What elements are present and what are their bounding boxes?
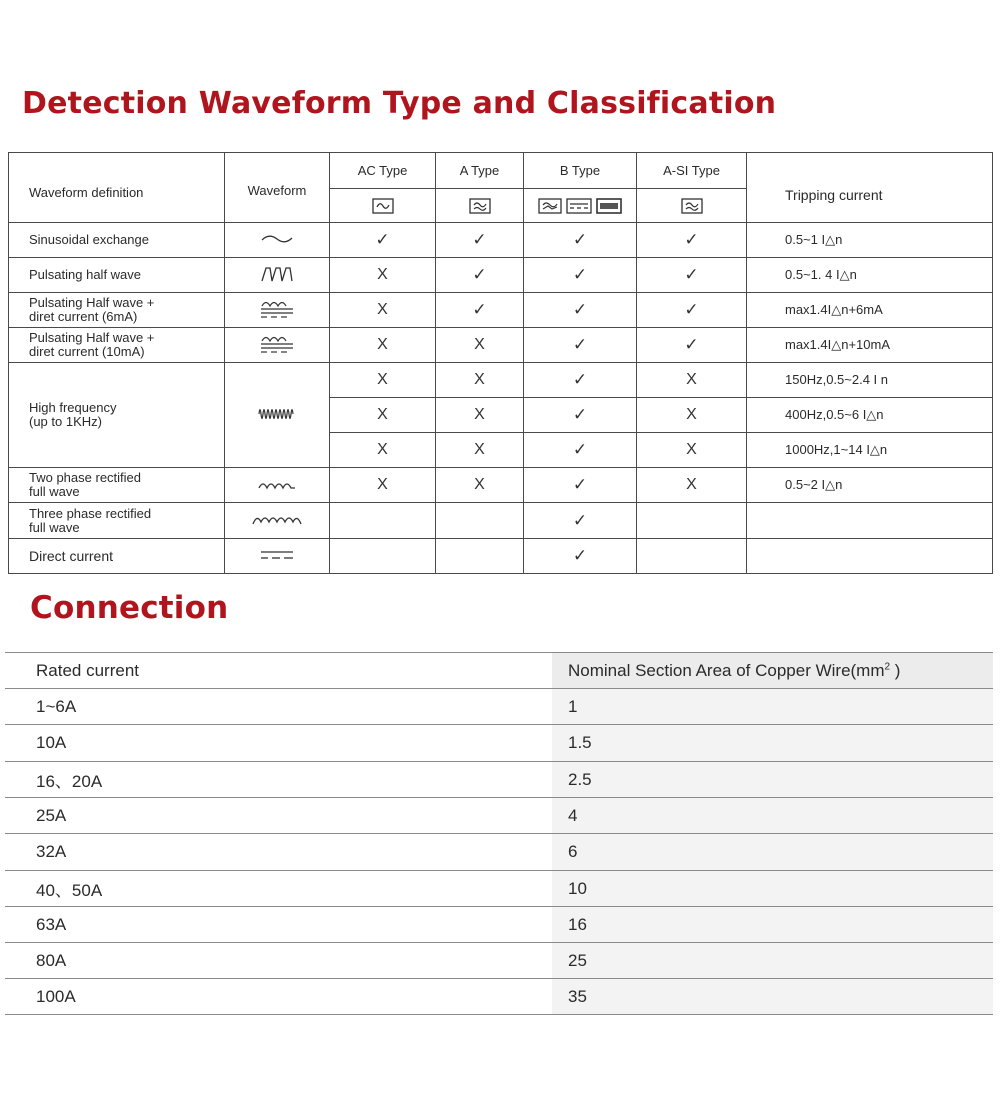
- row-waveform: [225, 328, 330, 363]
- tripping-cell: max1.4I△n+10mA: [747, 328, 993, 363]
- section-area-close: ): [890, 660, 901, 680]
- table-row: [5, 943, 993, 979]
- ac-cell: ✓: [330, 223, 436, 258]
- definition-line-2: full wave: [29, 484, 80, 499]
- definition-line-2: full wave: [29, 519, 80, 535]
- row-definition: [9, 503, 225, 539]
- col-header-asi-type: A-SI Type: [637, 153, 747, 189]
- ac-cell: X: [330, 433, 436, 468]
- asi-cell: ✓: [637, 223, 747, 258]
- area-cell: 35: [552, 979, 993, 1015]
- asi-cell: ✓: [637, 258, 747, 293]
- tripping-cell: [747, 539, 993, 574]
- a-type-icon: [469, 198, 491, 214]
- a-cell: X: [436, 468, 524, 503]
- table-row: [9, 539, 993, 574]
- ac-type-symbol: [330, 189, 436, 223]
- a-cell: [436, 539, 524, 574]
- area-cell: 25: [552, 943, 993, 979]
- col-header-rated-current: Rated current: [5, 653, 552, 689]
- definition-line-1: Pulsating Half wave +: [29, 295, 155, 310]
- a-cell: ✓: [436, 293, 524, 328]
- rated-cell: 40、50A: [5, 871, 552, 907]
- ac-cell: [330, 503, 436, 539]
- col-header-waveform: Waveform: [225, 153, 330, 223]
- rated-cell: 63A: [5, 907, 552, 943]
- high-frequency-icon: [257, 403, 297, 425]
- definition-line-1: Two phase rectified: [29, 470, 142, 485]
- ac-cell: [330, 539, 436, 574]
- b-cell: ✓: [524, 328, 637, 363]
- ac-cell: X: [330, 398, 436, 433]
- tripping-cell: [747, 503, 993, 539]
- definition-line-2: diret current (6mA): [29, 309, 138, 324]
- col-header-ac-type: AC Type: [330, 153, 436, 189]
- pulsating-half-wave-icon: [260, 265, 294, 283]
- a-cell: ✓: [436, 223, 524, 258]
- asi-type-icon: [681, 198, 703, 214]
- ac-cell: X: [330, 363, 436, 398]
- connection-table-container: [5, 652, 993, 1015]
- b-cell: ✓: [524, 433, 637, 468]
- area-cell: 6: [552, 834, 993, 871]
- asi-cell: ✓: [637, 328, 747, 363]
- row-definition: [9, 328, 225, 363]
- section-area-superscript: 2: [884, 660, 891, 672]
- table-row: [9, 363, 993, 398]
- tripping-cell: 0.5~1. 4 I△n: [747, 258, 993, 293]
- table-row: [9, 258, 993, 293]
- connection-section-title: Connection: [30, 590, 229, 626]
- row-definition: [9, 468, 225, 503]
- area-cell: 1.5: [552, 725, 993, 762]
- b-cell: ✓: [524, 363, 637, 398]
- tripping-cell: max1.4I△n+6mA: [747, 293, 993, 328]
- table-row: [9, 293, 993, 328]
- ac-cell: X: [330, 258, 436, 293]
- table-row: [5, 762, 993, 798]
- a-cell: X: [436, 363, 524, 398]
- waveform-section-title: Detection Waveform Type and Classification: [22, 86, 777, 121]
- area-cell: 4: [552, 798, 993, 834]
- table-row: [9, 328, 993, 363]
- asi-cell: X: [637, 433, 747, 468]
- definition-line-1: Three phase rectified: [29, 505, 152, 521]
- row-waveform: [225, 468, 330, 503]
- col-header-definition: Waveform definition: [9, 153, 225, 223]
- b-type-dc-icon: [566, 198, 592, 214]
- col-header-b-type: B Type: [524, 153, 637, 189]
- table-row: [5, 798, 993, 834]
- b-cell: ✓: [524, 293, 637, 328]
- tripping-cell: 1000Hz,1~14 I△n: [747, 433, 993, 468]
- table-row: [9, 223, 993, 258]
- b-cell: ✓: [524, 503, 637, 539]
- a-cell: X: [436, 328, 524, 363]
- rated-cell: 10A: [5, 725, 552, 762]
- col-header-a-type: A Type: [436, 153, 524, 189]
- rated-cell: 80A: [5, 943, 552, 979]
- area-cell: 16: [552, 907, 993, 943]
- asi-cell: ✓: [637, 293, 747, 328]
- ac-type-icon: [372, 198, 394, 214]
- sine-wave-icon: [260, 232, 294, 246]
- table-row: [5, 834, 993, 871]
- table-row: [5, 979, 993, 1015]
- a-type-symbol: [436, 189, 524, 223]
- row-definition: [9, 363, 225, 468]
- table-row: [9, 503, 993, 539]
- tripping-cell: 150Hz,0.5~2.4 I n: [747, 363, 993, 398]
- area-cell: 1: [552, 689, 993, 725]
- row-waveform: [225, 503, 330, 539]
- ac-cell: X: [330, 293, 436, 328]
- row-definition: Sinusoidal exchange: [9, 223, 225, 258]
- tripping-cell: 0.5~2 I△n: [747, 468, 993, 503]
- row-waveform: [225, 258, 330, 293]
- area-cell: 2.5: [552, 762, 993, 798]
- row-definition: [9, 293, 225, 328]
- b-type-ac-icon: [538, 198, 562, 214]
- rated-cell: 1~6A: [5, 689, 552, 725]
- b-cell: ✓: [524, 468, 637, 503]
- table-row: [5, 689, 993, 725]
- two-phase-wave-icon: [257, 477, 297, 491]
- asi-cell: X: [637, 468, 747, 503]
- definition-line-2: (up to 1KHz): [29, 414, 102, 429]
- rated-cell: 16、20A: [5, 762, 552, 798]
- b-cell: ✓: [524, 223, 637, 258]
- asi-cell: X: [637, 363, 747, 398]
- tripping-cell: 400Hz,0.5~6 I△n: [747, 398, 993, 433]
- waveform-table-container: [8, 152, 992, 574]
- table-row: [9, 468, 993, 503]
- b-type-hf-icon: [596, 198, 622, 214]
- definition-line-1: Pulsating Half wave +: [29, 330, 155, 345]
- asi-cell: X: [637, 398, 747, 433]
- b-cell: ✓: [524, 258, 637, 293]
- asi-cell: [637, 503, 747, 539]
- a-cell: [436, 503, 524, 539]
- definition-line-1: High frequency: [29, 400, 117, 415]
- half-wave-dc-icon: [259, 333, 295, 355]
- a-cell: X: [436, 433, 524, 468]
- row-waveform: [225, 223, 330, 258]
- b-type-symbol: [524, 189, 637, 223]
- asi-type-symbol: [637, 189, 747, 223]
- row-waveform: [225, 539, 330, 574]
- a-cell: ✓: [436, 258, 524, 293]
- half-wave-dc-icon: [259, 298, 295, 320]
- definition-line-2: diret current (10mA): [29, 344, 145, 359]
- table-row: [5, 725, 993, 762]
- rated-cell: 100A: [5, 979, 552, 1015]
- row-waveform: [225, 293, 330, 328]
- rated-cell: 25A: [5, 798, 552, 834]
- three-phase-wave-icon: [251, 512, 303, 526]
- b-cell: ✓: [524, 398, 637, 433]
- col-header-tripping: Tripping current: [747, 153, 993, 223]
- row-definition: Direct current: [9, 539, 225, 574]
- table-row: [5, 907, 993, 943]
- table-row: [5, 871, 993, 907]
- row-definition: Pulsating half wave: [9, 258, 225, 293]
- ac-cell: X: [330, 328, 436, 363]
- a-cell: X: [436, 398, 524, 433]
- asi-cell: [637, 539, 747, 574]
- area-cell: 10: [552, 871, 993, 907]
- b-cell: ✓: [524, 539, 637, 574]
- col-header-section-area: [552, 653, 993, 689]
- tripping-cell: 0.5~1 I△n: [747, 223, 993, 258]
- waveform-table: [8, 152, 993, 574]
- section-area-text: Nominal Section Area of Copper Wire(mm: [568, 660, 885, 680]
- row-waveform: [225, 363, 330, 468]
- rated-cell: 32A: [5, 834, 552, 871]
- connection-table: [5, 652, 993, 1015]
- direct-current-icon: [259, 549, 295, 561]
- ac-cell: X: [330, 468, 436, 503]
